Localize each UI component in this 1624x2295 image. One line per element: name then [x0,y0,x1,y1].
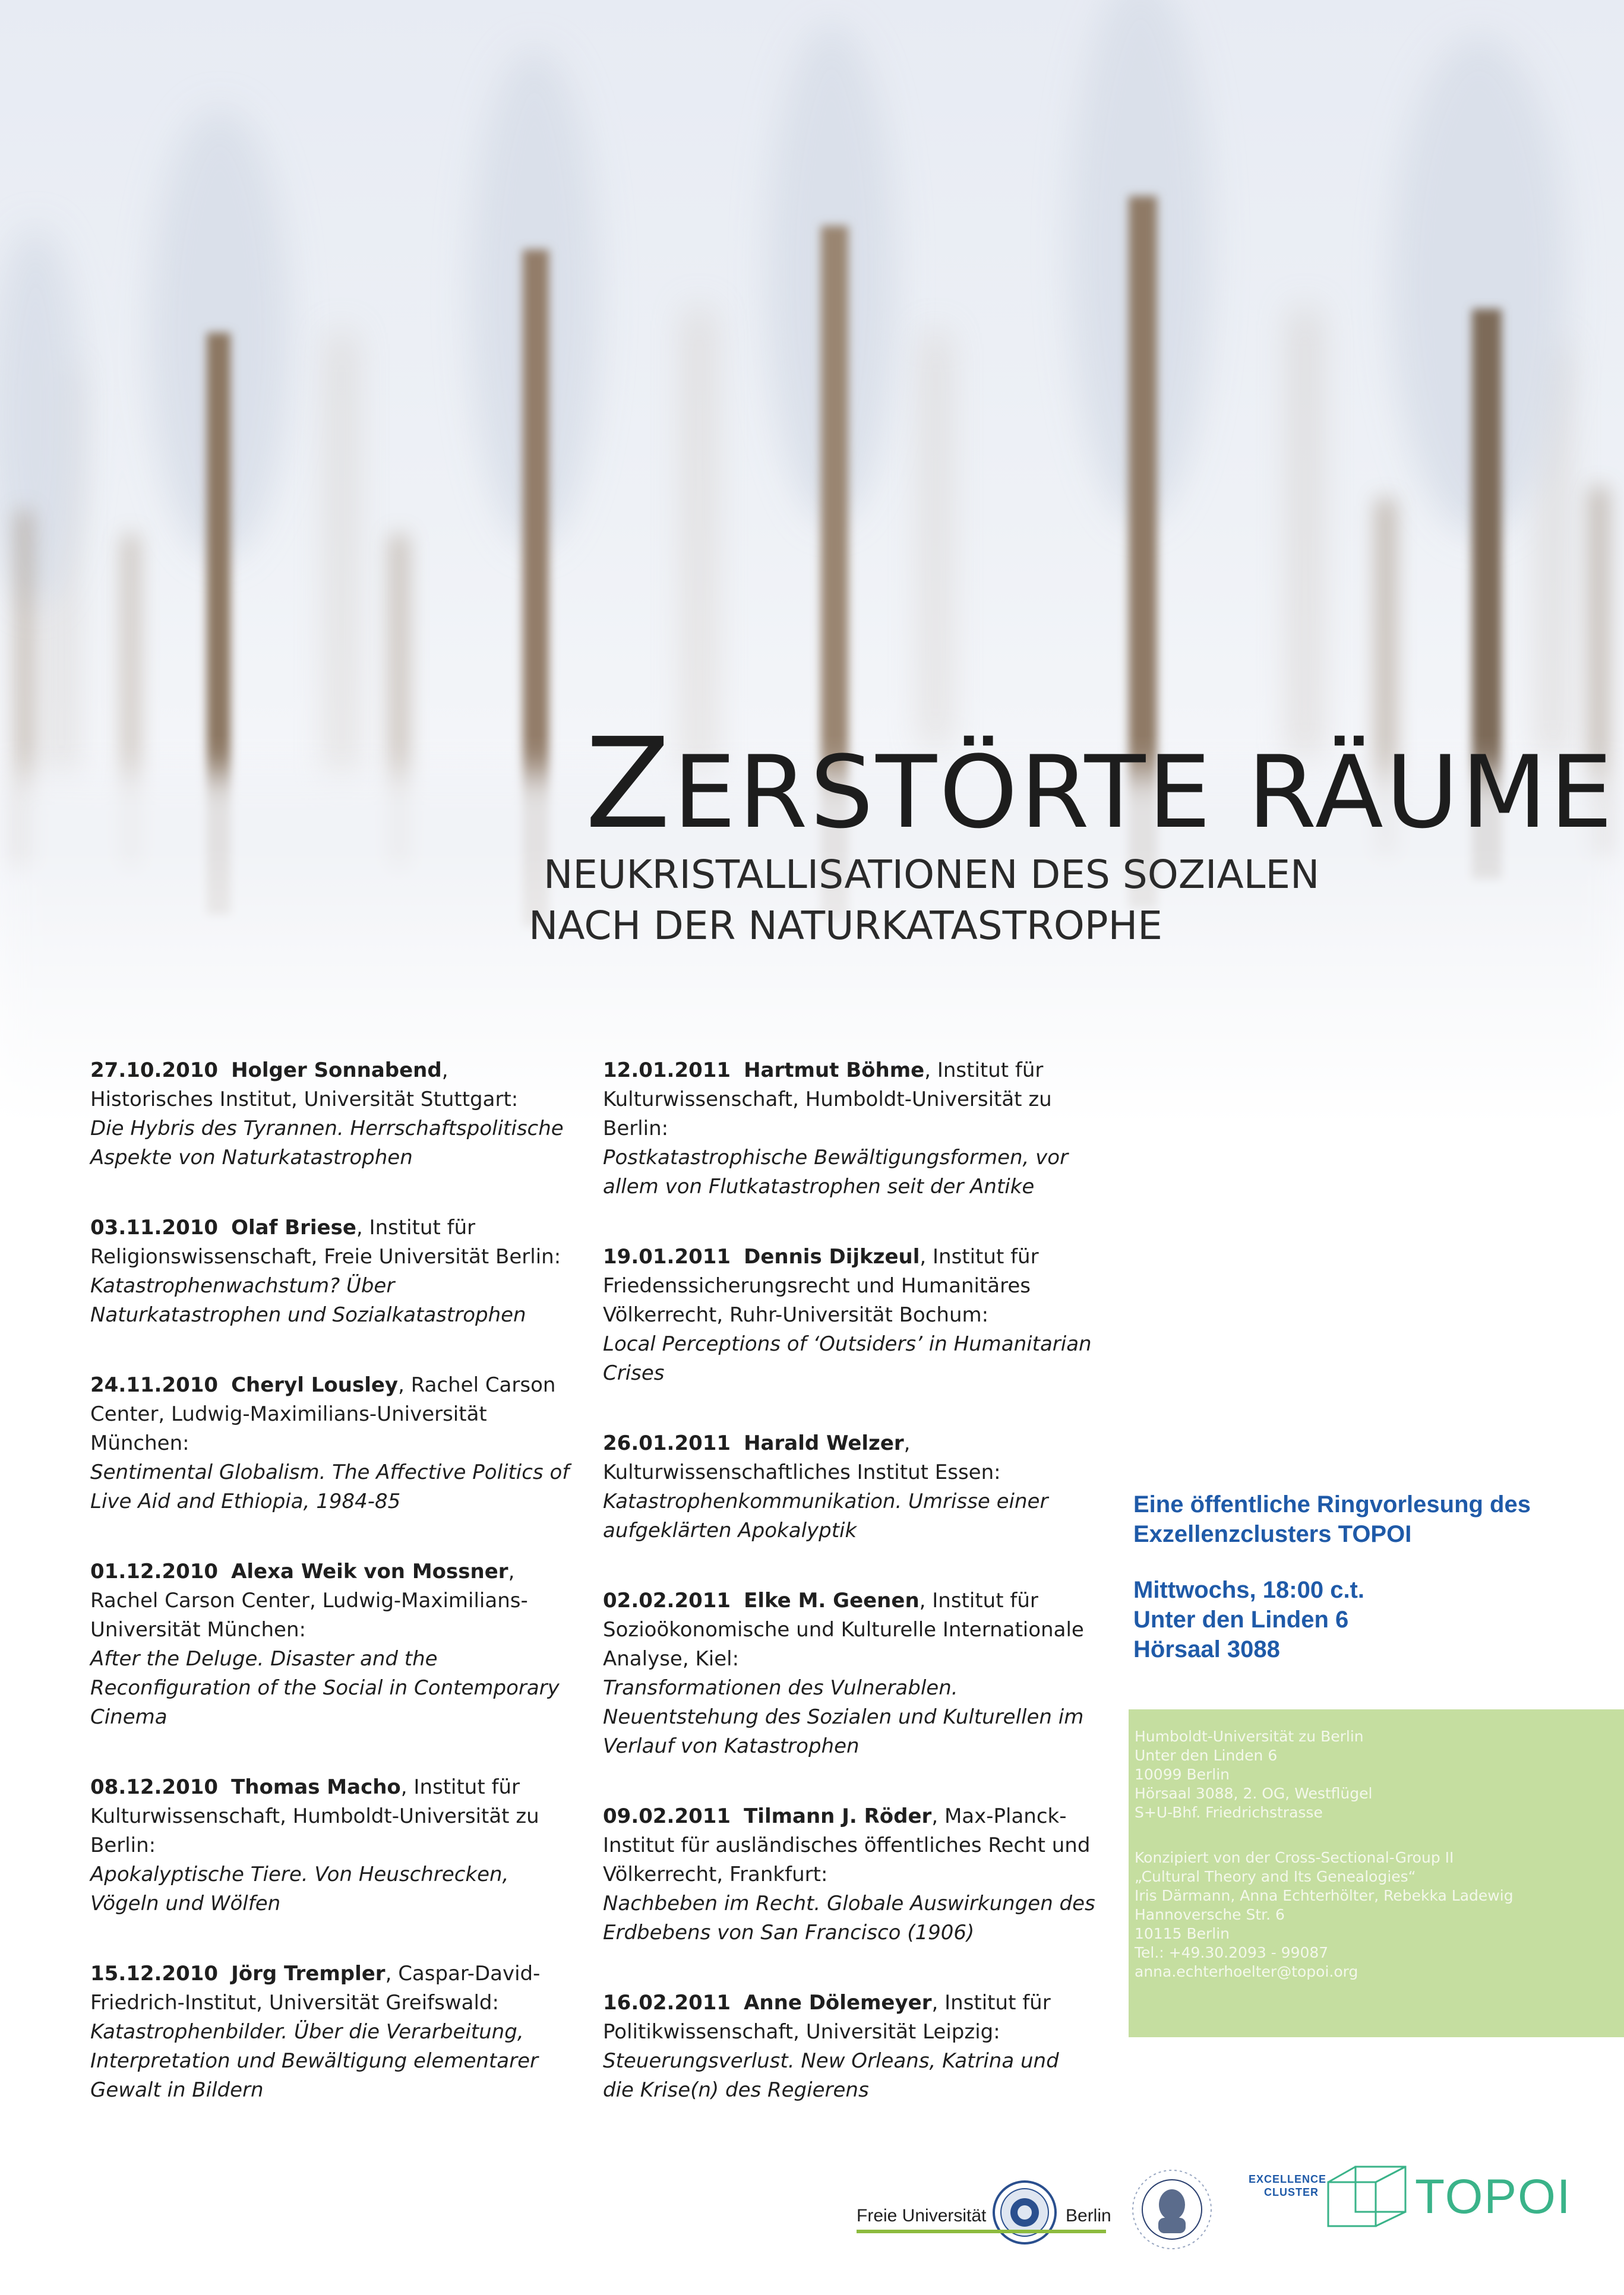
event-info [1133,1490,1531,1690]
venue-line: Humboldt-Universität zu Berlin [1135,1728,1364,1745]
lecture-column-right [603,1056,1096,2146]
lecture-speaker: Cheryl Lousley [231,1373,399,1397]
lecture-entry [603,1586,1096,1761]
logo-row [0,2138,1624,2295]
lecture-talk: Katastrophenwachstum? Über Naturkatastrophen und Sozialkatastrophen [90,1274,526,1327]
series-line-1: Eine öffentliche Ringvorlesung des [1133,1491,1531,1518]
lecture-entry [603,1243,1096,1388]
venue-line: Hörsaal 3088, 2. OG, Westflügel [1135,1785,1373,1802]
lecture-date: 03.11.2010 [90,1216,219,1240]
lecture-entry [90,1557,577,1732]
fu-logo-text-left: Freie Universität [857,2206,987,2226]
fu-berlin-logo [857,2156,1111,2227]
organizer-phone: Tel.: +49.30.2093 - 99087 [1135,1944,1329,1961]
venue-line: 10099 Berlin [1135,1766,1230,1783]
lecture-talk: Katastrophenbilder. Über die Verarbeitung, Interpretation und Bewältigung elementarer Gewalt in Bildern [90,2020,538,2102]
venue-line: Unter den Linden 6 [1135,1747,1278,1764]
lecture-speaker: Elke M. Geenen [744,1589,920,1613]
lecture-talk: Nachbeben im Recht. Globale Auswirkungen des Erdbebens von San Francisco (1906) [603,1892,1095,1945]
lecture-entry [603,1989,1096,2105]
lecture-affiliation: , Kulturwissenschaftliches Institut Essen: [603,1431,1001,1484]
lecture-column-left [90,1056,577,2146]
poster-title [585,711,1615,856]
lecture-talk: Die Hybris des Tyrannen. Herrschaftspolitische Aspekte von Naturkatastrophen [90,1117,564,1169]
lecture-speaker: Anne Dölemeyer [744,1991,932,2015]
lecture-speaker: Olaf Briese [231,1216,356,1240]
topoi-logo [1249,2160,1581,2237]
time-location [1133,1575,1531,1664]
lecture-entry [603,1429,1096,1545]
lecture-speaker: Thomas Macho [231,1775,401,1799]
lecture-affiliation: , Caspar-David-Friedrich-Institut, Universität Greifswald: [90,1962,541,2015]
title-rest: ERSTÖRTE RÄUME [672,734,1615,851]
lecture-speaker: Hartmut Böhme [744,1058,925,1082]
lecture-talk: Transformationen des Vulnerablen. Neuentstehung des Sozialen und Kulturellen im Verlauf von Katastrophen [603,1676,1084,1758]
topoi-excellence-text: EXCELLENCE [1249,2173,1327,2185]
lecture-entry [90,1056,577,1172]
series-description [1133,1490,1531,1549]
lecture-affiliation: , Institut für Politikwissenschaft, Universität Leipzig: [603,1991,1051,2044]
lecture-date: 27.10.2010 [90,1058,219,1082]
lecture-talk: Local Perceptions of ‘Outsiders’ in Humanitarian Crises [603,1332,1092,1385]
lecture-entry [603,1056,1096,1202]
lecture-talk: Postkatastrophische Bewältigungsformen, vor allem von Flutkatastrophen seit der Antike [603,1146,1069,1199]
street-line: Unter den Linden 6 [1133,1607,1349,1633]
lecture-affiliation: , Rachel Carson Center, Ludwig-Maximilians-Universität München: [90,1560,528,1642]
lecture-date: 02.02.2011 [603,1589,731,1613]
subtitle-line-1: NEUKRISTALLISATIONEN DES SOZIALEN [544,852,1320,897]
venue-line: S+U-Bhf. Friedrichstrasse [1135,1804,1323,1821]
lecture-talk: After the Deluge. Disaster and the Reconfiguration of the Social in Contemporary Cinema [90,1647,560,1729]
lecture-date: 19.01.2011 [603,1245,731,1269]
poster-subtitle [529,849,1319,951]
lecture-talk: Apokalyptische Tiere. Von Heuschrecken, Vögeln und Wölfen [90,1863,509,1915]
lecture-date: 08.12.2010 [90,1775,219,1799]
winter-trees-photo [0,0,1624,1128]
lecture-affiliation: , Historisches Institut, Universität Stuttgart: [90,1058,519,1111]
lecture-affiliation: , Institut für Friedenssicherungsrecht und Humanitäres Völkerrecht, Ruhr-Universität Bochum: [603,1245,1039,1327]
organizer-line: Iris Därmann, Anna Echterhölter, Rebekka Ladewig [1135,1887,1514,1904]
lecture-speaker: Harald Welzer [744,1431,904,1455]
lecture-date: 15.12.2010 [90,1962,219,1986]
address-box [1129,1709,1624,2037]
fu-seal-icon [992,2180,1057,2245]
lecture-affiliation: , Institut für Sozioökonomische und Kulturelle Internationale Analyse, Kiel: [603,1589,1084,1671]
subtitle-line-2: NACH DER NATURKATASTROPHE [529,903,1162,949]
topoi-cube-icon [1326,2164,1409,2230]
lecture-date: 01.12.2010 [90,1560,219,1583]
lecture-speaker: Alexa Weik von Mossner [231,1560,508,1583]
lecture-affiliation: , Institut für Kulturwissenschaft, Humboldt-Universität zu Berlin: [90,1775,539,1857]
room-line: Hörsaal 3088 [1133,1636,1280,1662]
lecture-talk: Sentimental Globalism. The Affective Politics of Live Aid and Ethiopia, 1984-85 [90,1461,570,1513]
lecture-speaker: Dennis Dijkzeul [744,1245,920,1269]
topoi-cluster-text: CLUSTER [1264,2186,1319,2198]
lecture-date: 24.11.2010 [90,1373,219,1397]
lecture-date: 16.02.2011 [603,1991,731,2015]
organizer-line: Hannoversche Str. 6 [1135,1906,1285,1923]
organizer-line: Konzipiert von der Cross-Sectional-Group II [1135,1849,1454,1866]
lecture-affiliation: , Rachel Carson Center, Ludwig-Maximilians-Universität München: [90,1373,556,1455]
topoi-logo-word: TOPOI [1415,2170,1572,2224]
lecture-date: 26.01.2011 [603,1431,731,1455]
lecture-entry [90,1773,577,1918]
lecture-affiliation: , Institut für Kulturwissenschaft, Humboldt-Universität zu Berlin: [603,1058,1052,1140]
lecture-speaker: Holger Sonnabend [231,1058,442,1082]
lecture-speaker: Tilmann J. Röder [744,1804,932,1828]
organizer-line: „Cultural Theory and Its Genealogies“ [1135,1868,1416,1885]
lecture-entry [603,1802,1096,1948]
lecture-entry [90,1213,577,1330]
fu-logo-underline [857,2230,1106,2233]
humboldt-seal-logo [1127,2162,1217,2257]
time-line: Mittwochs, 18:00 c.t. [1133,1577,1364,1603]
lecture-affiliation: , Max-Planck-Institut für ausländisches öffentliches Recht und Völkerrecht, Frankfurt: [603,1804,1091,1886]
lecture-date: 09.02.2011 [603,1804,731,1828]
organizer-email: anna.echterhoelter@topoi.org [1135,1963,1358,1980]
lecture-affiliation: , Institut für Religionswissenschaft, Freie Universität Berlin: [90,1216,561,1269]
organizer-contact [1135,1848,1618,1981]
lecture-speaker: Jörg Trempler [231,1962,386,1986]
title-first-letter: Z [585,711,673,856]
lecture-talk: Steuerungsverlust. New Orleans, Katrina und die Krise(n) des Regierens [603,2049,1059,2102]
topoi-logo-label [1249,2173,1327,2199]
lecture-date: 12.01.2011 [603,1058,731,1082]
series-line-2: Exzellenzclusters TOPOI [1133,1521,1412,1547]
lecture-entry [90,1371,577,1516]
lecture-entry [90,1959,577,2105]
humboldt-seal-icon [1127,2162,1217,2257]
fu-logo-text-right: Berlin [1066,2206,1111,2226]
organizer-line: 10115 Berlin [1135,1925,1230,1942]
lecture-talk: Katastrophenkommunikation. Umrisse einer aufgeklärten Apokalyptik [603,1490,1048,1542]
venue-address [1135,1727,1618,1822]
